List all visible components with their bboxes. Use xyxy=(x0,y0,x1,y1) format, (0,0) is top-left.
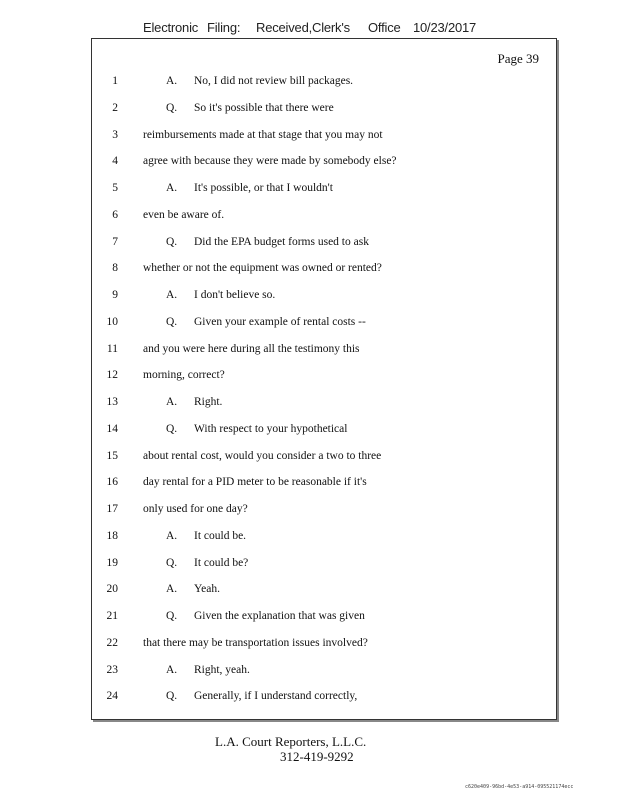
line-text: Right. xyxy=(194,396,223,408)
line-text: Did the EPA budget forms used to ask xyxy=(194,235,369,248)
line-text: Yeah. xyxy=(194,583,220,596)
speaker-label: Q. xyxy=(166,235,178,248)
line-number: 16 xyxy=(106,476,118,489)
transcript-line xyxy=(92,423,556,441)
line-text: It's possible, or that I wouldn't xyxy=(194,182,333,194)
line-number: 13 xyxy=(106,396,118,408)
speaker-label: Q. xyxy=(166,556,178,569)
page-number: Page 39 xyxy=(497,51,539,66)
line-number: 2 xyxy=(112,101,118,114)
line-number: 11 xyxy=(106,342,118,355)
speaker-label: A. xyxy=(166,396,178,408)
filing-stamp-date: 10/23/2017 xyxy=(413,20,477,35)
speaker-label: A. xyxy=(166,75,178,87)
line-text: reimbursements made at that stage that you may not xyxy=(143,128,383,141)
transcript-line xyxy=(92,129,556,147)
line-text: So it's possible that there were xyxy=(194,101,334,114)
transcript-line xyxy=(92,289,556,307)
line-number: 14 xyxy=(106,422,118,435)
transcript-line xyxy=(92,530,556,548)
line-number: 20 xyxy=(106,583,118,596)
line-number: 22 xyxy=(106,636,118,649)
speaker-label: Q. xyxy=(166,101,178,114)
filing-stamp-office: Office xyxy=(368,20,401,35)
transcript-line xyxy=(92,450,556,468)
line-number: 10 xyxy=(106,315,118,328)
line-text: It could be. xyxy=(194,529,247,542)
line-number: 12 xyxy=(106,369,118,382)
transcript-line xyxy=(92,610,556,628)
transcript-line xyxy=(92,583,556,601)
transcript-line xyxy=(92,102,556,120)
line-number: 17 xyxy=(106,503,118,515)
filing-stamp-electronic: Electronic xyxy=(143,20,199,35)
line-text: only used for one day? xyxy=(143,503,248,515)
line-number: 1 xyxy=(112,75,118,87)
line-text: day rental for a PID meter to be reasonable if it's xyxy=(143,476,367,489)
line-number: 18 xyxy=(106,529,118,542)
transcript-line xyxy=(92,75,556,93)
line-number: 8 xyxy=(112,262,118,275)
transcript-line xyxy=(92,503,556,521)
line-text: Generally, if I understand correctly, xyxy=(194,690,358,703)
line-text: Given your example of rental costs -- xyxy=(194,315,366,328)
line-text: I don't believe so. xyxy=(194,289,276,301)
transcript-line xyxy=(92,557,556,575)
transcript-line xyxy=(92,155,556,173)
transcript-line xyxy=(92,182,556,200)
line-number: 3 xyxy=(112,128,118,141)
line-text: No, I did not review bill packages. xyxy=(194,75,354,87)
line-text: With respect to your hypothetical xyxy=(194,422,348,435)
line-text: about rental cost, would you consider a two to three xyxy=(143,449,382,462)
speaker-label: Q. xyxy=(166,422,178,435)
transcript-line xyxy=(92,316,556,334)
transcript-line xyxy=(92,690,556,708)
speaker-label: A. xyxy=(166,583,178,596)
speaker-label: Q. xyxy=(166,610,178,622)
transcript-line xyxy=(92,209,556,227)
document-hash: c620e409-96bd-4e53-a914-095521174ecc xyxy=(465,784,574,790)
transcript-line xyxy=(92,369,556,387)
speaker-label: A. xyxy=(166,663,178,676)
speaker-label: Q. xyxy=(166,315,178,328)
line-number: 6 xyxy=(112,208,118,221)
line-text: even be aware of. xyxy=(143,208,225,221)
line-text: morning, correct? xyxy=(143,369,225,382)
speaker-label: A. xyxy=(166,529,178,542)
line-number: 24 xyxy=(106,690,118,703)
filing-stamp-filing: Filing: xyxy=(207,20,241,35)
line-number: 4 xyxy=(112,155,118,168)
speaker-label: A. xyxy=(166,182,178,194)
line-number: 7 xyxy=(112,235,118,248)
line-text: whether or not the equipment was owned or rented? xyxy=(143,262,382,275)
line-text: Right, yeah. xyxy=(194,663,250,676)
footer-phone: 312-419-9292 xyxy=(280,749,354,764)
filing-stamp-header xyxy=(143,20,476,35)
transcript-line xyxy=(92,476,556,494)
speaker-label: Q. xyxy=(166,690,178,703)
transcript-line xyxy=(92,664,556,682)
transcript-line xyxy=(92,396,556,414)
line-text: and you were here during all the testimony this xyxy=(143,342,360,355)
transcript-line xyxy=(92,637,556,655)
line-number: 21 xyxy=(106,610,118,622)
line-text: It could be? xyxy=(194,556,249,569)
speaker-label: A. xyxy=(166,289,178,301)
line-number: 23 xyxy=(106,663,118,676)
line-number: 9 xyxy=(112,289,118,301)
filing-stamp-received: Received,Clerk's xyxy=(256,20,350,35)
footer-company: L.A. Court Reporters, L.L.C. xyxy=(215,734,367,749)
transcript-line xyxy=(92,343,556,361)
transcript-line xyxy=(92,236,556,254)
line-number: 19 xyxy=(106,556,118,569)
line-text: that there may be transportation issues involved? xyxy=(143,636,368,649)
line-text: Given the explanation that was given xyxy=(194,610,365,622)
line-number: 15 xyxy=(106,449,118,462)
line-number: 5 xyxy=(112,182,118,194)
line-text: agree with because they were made by somebody else? xyxy=(143,155,397,168)
transcript-page xyxy=(91,38,557,720)
transcript-line xyxy=(92,262,556,280)
